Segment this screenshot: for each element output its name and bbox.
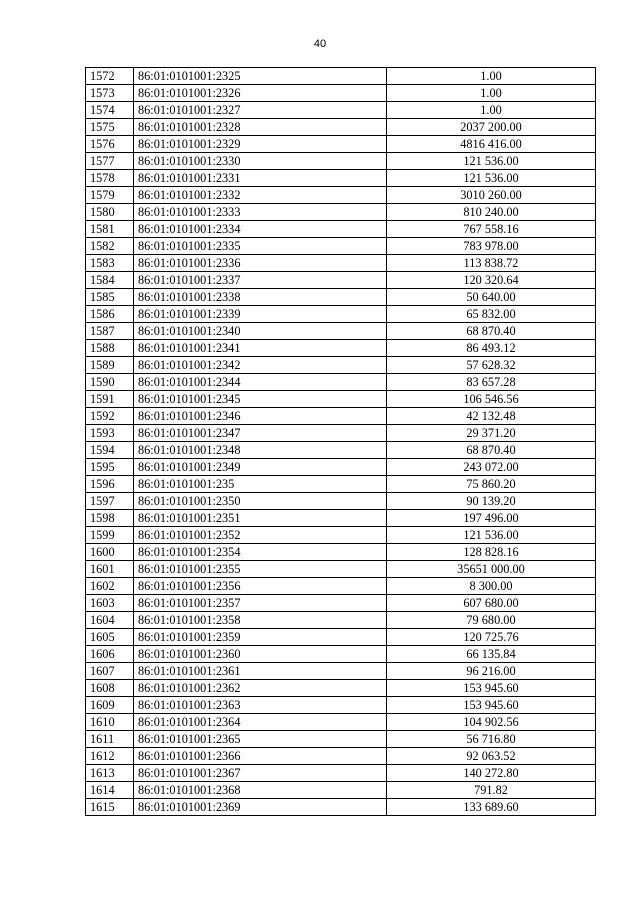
cadastral-number-cell: 86:01:0101001:2351 [134,510,387,527]
row-number-cell: 1584 [86,272,134,289]
cadastral-number-cell: 86:01:0101001:235 [134,476,387,493]
cadastral-value-cell: 57 628.32 [387,357,596,374]
table-row [86,102,596,119]
cadastral-number-cell: 86:01:0101001:2356 [134,578,387,595]
cadastral-number-cell: 86:01:0101001:2358 [134,612,387,629]
row-number-cell: 1580 [86,204,134,221]
cadastral-value-cell: 68 870.40 [387,442,596,459]
cadastral-number-cell: 86:01:0101001:2355 [134,561,387,578]
table-row [86,697,596,714]
row-number-cell: 1589 [86,357,134,374]
row-number-cell: 1615 [86,799,134,816]
cadastral-value-cell: 96 216.00 [387,663,596,680]
cadastral-number-cell: 86:01:0101001:2363 [134,697,387,714]
row-number-cell: 1575 [86,119,134,136]
row-number-cell: 1574 [86,102,134,119]
row-number-cell: 1573 [86,85,134,102]
row-number-cell: 1608 [86,680,134,697]
cadastral-number-cell: 86:01:0101001:2366 [134,748,387,765]
row-number-cell: 1592 [86,408,134,425]
row-number-cell: 1579 [86,187,134,204]
row-number-cell: 1593 [86,425,134,442]
row-number-cell: 1611 [86,731,134,748]
cadastral-number-cell: 86:01:0101001:2369 [134,799,387,816]
cadastral-value-cell: 121 536.00 [387,153,596,170]
table-row [86,170,596,187]
table-row [86,578,596,595]
cadastral-value-cell: 29 371.20 [387,425,596,442]
table-row [86,221,596,238]
table-row [86,442,596,459]
table-row [86,425,596,442]
cadastral-number-cell: 86:01:0101001:2325 [134,68,387,85]
cadastral-value-cell: 4816 416.00 [387,136,596,153]
cadastral-value-cell: 1.00 [387,102,596,119]
table-row [86,663,596,680]
cadastral-value-cell: 783 978.00 [387,238,596,255]
row-number-cell: 1583 [86,255,134,272]
row-number-cell: 1605 [86,629,134,646]
cadastral-value-cell: 56 716.80 [387,731,596,748]
table-row [86,306,596,323]
table-row [86,459,596,476]
cadastral-number-cell: 86:01:0101001:2344 [134,374,387,391]
row-number-cell: 1602 [86,578,134,595]
row-number-cell: 1586 [86,306,134,323]
cadastral-number-cell: 86:01:0101001:2339 [134,306,387,323]
cadastral-value-cell: 128 828.16 [387,544,596,561]
cadastral-number-cell: 86:01:0101001:2326 [134,85,387,102]
cadastral-value-cell: 121 536.00 [387,527,596,544]
row-number-cell: 1597 [86,493,134,510]
cadastral-value-cell: 79 680.00 [387,612,596,629]
table-row [86,68,596,85]
table-row [86,782,596,799]
cadastral-value-cell: 153 945.60 [387,680,596,697]
cadastral-value-cell: 75 860.20 [387,476,596,493]
table-row [86,629,596,646]
table-row [86,544,596,561]
table-row [86,561,596,578]
cadastral-value-cell: 1.00 [387,68,596,85]
row-number-cell: 1576 [86,136,134,153]
table-row [86,510,596,527]
page-number: 40 [313,38,327,50]
row-number-cell: 1600 [86,544,134,561]
cadastral-number-cell: 86:01:0101001:2327 [134,102,387,119]
cadastral-number-cell: 86:01:0101001:2329 [134,136,387,153]
cadastral-number-cell: 86:01:0101001:2361 [134,663,387,680]
table-row [86,765,596,782]
row-number-cell: 1601 [86,561,134,578]
row-number-cell: 1598 [86,510,134,527]
table-row [86,646,596,663]
cadastral-number-cell: 86:01:0101001:2331 [134,170,387,187]
cadastral-number-cell: 86:01:0101001:2335 [134,238,387,255]
cadastral-value-cell: 8 300.00 [387,578,596,595]
table-row [86,493,596,510]
table-row [86,391,596,408]
table-row [86,119,596,136]
row-number-cell: 1582 [86,238,134,255]
cadastral-number-cell: 86:01:0101001:2368 [134,782,387,799]
row-number-cell: 1603 [86,595,134,612]
cadastral-number-cell: 86:01:0101001:2364 [134,714,387,731]
cadastral-value-cell: 133 689.60 [387,799,596,816]
table-row [86,85,596,102]
row-number-cell: 1599 [86,527,134,544]
cadastral-number-cell: 86:01:0101001:2350 [134,493,387,510]
cadastral-value-cell: 68 870.40 [387,323,596,340]
row-number-cell: 1610 [86,714,134,731]
cadastral-value-cell: 2037 200.00 [387,119,596,136]
cadastral-value-cell: 90 139.20 [387,493,596,510]
row-number-cell: 1585 [86,289,134,306]
cadastral-value-cell: 1.00 [387,85,596,102]
row-number-cell: 1577 [86,153,134,170]
cadastral-number-cell: 86:01:0101001:2341 [134,340,387,357]
cadastral-value-cell: 83 657.28 [387,374,596,391]
cadastral-value-cell: 35651 000.00 [387,561,596,578]
cadastral-value-cell: 42 132.48 [387,408,596,425]
table-body [86,68,596,816]
table-row [86,238,596,255]
row-number-cell: 1607 [86,663,134,680]
table-row [86,748,596,765]
table-row [86,153,596,170]
table-row [86,340,596,357]
cadastral-value-cell: 113 838.72 [387,255,596,272]
table-row [86,680,596,697]
cadastral-value-cell: 120 320.64 [387,272,596,289]
table-row [86,476,596,493]
cadastral-number-cell: 86:01:0101001:2337 [134,272,387,289]
row-number-cell: 1604 [86,612,134,629]
cadastral-value-cell: 197 496.00 [387,510,596,527]
table-row [86,255,596,272]
row-number-cell: 1590 [86,374,134,391]
table-row [86,612,596,629]
cadastral-number-cell: 86:01:0101001:2342 [134,357,387,374]
cadastral-value-table [85,67,596,816]
row-number-cell: 1606 [86,646,134,663]
table-row [86,714,596,731]
cadastral-value-cell: 140 272.80 [387,765,596,782]
table-row [86,595,596,612]
cadastral-number-cell: 86:01:0101001:2349 [134,459,387,476]
cadastral-value-cell: 50 640.00 [387,289,596,306]
cadastral-value-cell: 810 240.00 [387,204,596,221]
table-row [86,357,596,374]
cadastral-value-cell: 120 725.76 [387,629,596,646]
table-row [86,204,596,221]
cadastral-number-cell: 86:01:0101001:2357 [134,595,387,612]
cadastral-number-cell: 86:01:0101001:2338 [134,289,387,306]
cadastral-number-cell: 86:01:0101001:2333 [134,204,387,221]
cadastral-number-cell: 86:01:0101001:2347 [134,425,387,442]
cadastral-value-cell: 121 536.00 [387,170,596,187]
cadastral-number-cell: 86:01:0101001:2362 [134,680,387,697]
table-row [86,799,596,816]
cadastral-number-cell: 86:01:0101001:2336 [134,255,387,272]
row-number-cell: 1594 [86,442,134,459]
row-number-cell: 1581 [86,221,134,238]
row-number-cell: 1609 [86,697,134,714]
cadastral-value-cell: 104 902.56 [387,714,596,731]
cadastral-number-cell: 86:01:0101001:2348 [134,442,387,459]
table-row [86,289,596,306]
cadastral-number-cell: 86:01:0101001:2340 [134,323,387,340]
table-row [86,527,596,544]
cadastral-number-cell: 86:01:0101001:2346 [134,408,387,425]
table-row [86,731,596,748]
table-row [86,323,596,340]
cadastral-number-cell: 86:01:0101001:2354 [134,544,387,561]
cadastral-value-cell: 92 063.52 [387,748,596,765]
row-number-cell: 1614 [86,782,134,799]
cadastral-number-cell: 86:01:0101001:2359 [134,629,387,646]
row-number-cell: 1596 [86,476,134,493]
cadastral-value-cell: 767 558.16 [387,221,596,238]
table-row [86,136,596,153]
cadastral-number-cell: 86:01:0101001:2352 [134,527,387,544]
cadastral-value-cell: 153 945.60 [387,697,596,714]
row-number-cell: 1588 [86,340,134,357]
cadastral-number-cell: 86:01:0101001:2365 [134,731,387,748]
row-number-cell: 1578 [86,170,134,187]
cadastral-number-cell: 86:01:0101001:2328 [134,119,387,136]
cadastral-value-cell: 607 680.00 [387,595,596,612]
row-number-cell: 1587 [86,323,134,340]
cadastral-number-cell: 86:01:0101001:2345 [134,391,387,408]
table-row [86,272,596,289]
table-row [86,187,596,204]
table-row [86,408,596,425]
cadastral-value-cell: 86 493.12 [387,340,596,357]
cadastral-number-cell: 86:01:0101001:2332 [134,187,387,204]
table-row [86,374,596,391]
row-number-cell: 1595 [86,459,134,476]
row-number-cell: 1612 [86,748,134,765]
cadastral-value-cell: 65 832.00 [387,306,596,323]
cadastral-value-cell: 66 135.84 [387,646,596,663]
cadastral-number-cell: 86:01:0101001:2330 [134,153,387,170]
row-number-cell: 1572 [86,68,134,85]
cadastral-number-cell: 86:01:0101001:2334 [134,221,387,238]
cadastral-value-cell: 106 546.56 [387,391,596,408]
cadastral-value-cell: 791.82 [387,782,596,799]
cadastral-number-cell: 86:01:0101001:2367 [134,765,387,782]
row-number-cell: 1591 [86,391,134,408]
cadastral-value-cell: 243 072.00 [387,459,596,476]
cadastral-number-cell: 86:01:0101001:2360 [134,646,387,663]
cadastral-value-cell: 3010 260.00 [387,187,596,204]
row-number-cell: 1613 [86,765,134,782]
